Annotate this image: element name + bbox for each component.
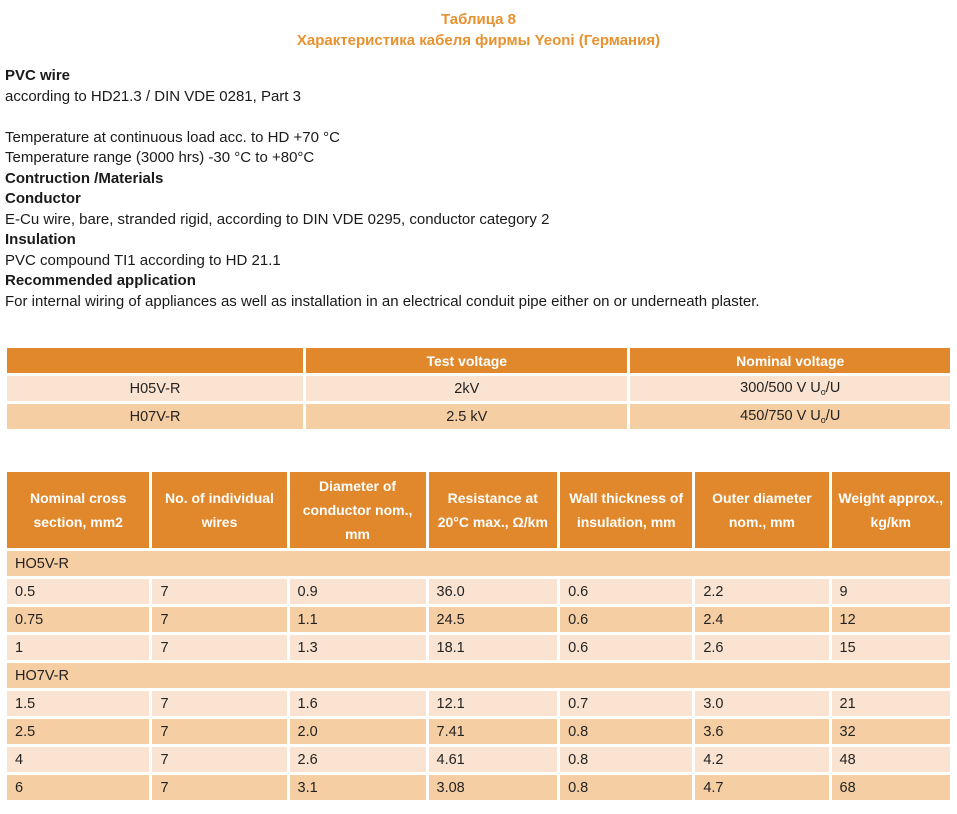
cross-section-cell: 4 <box>7 747 149 772</box>
conductor-heading: Conductor <box>5 190 81 207</box>
header-conductor-diameter: Diameter of conductor nom., mm <box>290 472 426 548</box>
resistance-cell: 7.41 <box>429 719 558 744</box>
nominal-voltage-text: 450/750 V U <box>740 408 821 424</box>
resistance-cell: 36.0 <box>429 579 558 604</box>
diameter-cell: 1.6 <box>290 691 426 716</box>
wall-thickness-cell: 0.7 <box>560 691 692 716</box>
weight-cell: 32 <box>832 719 950 744</box>
diameter-cell: 1.3 <box>290 635 426 660</box>
table-row <box>7 719 950 744</box>
outer-diameter-cell: 3.6 <box>695 719 828 744</box>
table-caption <box>0 0 957 51</box>
wires-cell: 7 <box>152 747 286 772</box>
weight-cell: 68 <box>832 775 950 800</box>
weight-cell: 48 <box>832 747 950 772</box>
wall-thickness-cell: 0.6 <box>560 635 692 660</box>
application-line: For internal wiring of appliances as well as installation in an electrical conduit pipe either on or underneath plaster. <box>5 292 760 310</box>
test-voltage-cell: 2.5 kV <box>306 404 627 429</box>
section-row-ho7vr <box>7 663 950 688</box>
diameter-cell: 3.1 <box>290 775 426 800</box>
table-row <box>7 775 950 800</box>
nominal-voltage-suffix: /U <box>825 408 841 424</box>
outer-diameter-cell: 4.7 <box>695 775 828 800</box>
resistance-cell: 18.1 <box>429 635 558 660</box>
wires-cell: 7 <box>152 635 286 660</box>
spec-text-block <box>0 66 957 312</box>
outer-diameter-cell: 2.2 <box>695 579 828 604</box>
header-outer-diameter: Outer diameter nom., mm <box>695 472 828 548</box>
header-resistance: Resistance at 20°C max., Ω/km <box>429 472 558 548</box>
resistance-cell: 4.61 <box>429 747 558 772</box>
section-name-cell: HO7V-R <box>7 663 950 688</box>
temperature-load-line: Temperature at continuous load acc. to HD +70 °C <box>5 128 340 146</box>
wires-cell: 7 <box>152 691 286 716</box>
weight-cell: 21 <box>832 691 950 716</box>
weight-cell: 15 <box>832 635 950 660</box>
cross-section-cell: 2.5 <box>7 719 149 744</box>
diameter-cell: 0.9 <box>290 579 426 604</box>
wires-cell: 7 <box>152 775 286 800</box>
cross-section-cell: 6 <box>7 775 149 800</box>
table-row <box>7 579 950 604</box>
wires-cell: 7 <box>152 719 286 744</box>
outer-diameter-cell: 2.6 <box>695 635 828 660</box>
insulation-heading: Insulation <box>5 231 76 248</box>
weight-cell: 12 <box>832 607 950 632</box>
table-row <box>7 747 950 772</box>
voltage-header-test: Test voltage <box>306 348 627 373</box>
test-voltage-cell: 2kV <box>306 376 627 401</box>
header-nominal-cross-section: Nominal cross section, mm2 <box>7 472 149 548</box>
header-weight: Weight approx., kg/km <box>832 472 950 548</box>
application-heading: Recommended application <box>5 272 196 289</box>
table-row <box>7 607 950 632</box>
diameter-cell: 1.1 <box>290 607 426 632</box>
wall-thickness-cell: 0.8 <box>560 719 692 744</box>
voltage-header-empty <box>7 348 303 373</box>
wall-thickness-cell: 0.8 <box>560 775 692 800</box>
voltage-table-row <box>7 376 950 401</box>
temperature-range-line: Temperature range (3000 hrs) -30 °C to +80°C <box>5 149 315 166</box>
table-caption-text: Характеристика кабеля фирмы Yeoni (Германия) <box>296 32 661 49</box>
voltage-table <box>4 345 953 432</box>
nominal-voltage-subscript: o <box>820 387 826 397</box>
weight-cell: 9 <box>832 579 950 604</box>
header-individual-wires: No. of individual wires <box>152 472 286 548</box>
blank-line <box>5 107 957 128</box>
construction-heading: Contruction /Materials <box>5 169 164 187</box>
cable-type-cell: H07V-R <box>7 404 303 429</box>
resistance-cell: 3.08 <box>429 775 558 800</box>
header-wall-thickness: Wall thickness of insulation, mm <box>560 472 692 548</box>
section-name-cell: HO5V-R <box>7 551 950 576</box>
cross-section-cell: 1 <box>7 635 149 660</box>
nominal-voltage-text: 300/500 V U <box>740 380 821 396</box>
resistance-cell: 24.5 <box>429 607 558 632</box>
table-row <box>7 635 950 660</box>
table-caption-number: Таблица 8 <box>440 11 517 28</box>
cross-section-cell: 1.5 <box>7 691 149 716</box>
table-row <box>7 691 950 716</box>
cross-section-cell: 0.75 <box>7 607 149 632</box>
voltage-table-row <box>7 404 950 429</box>
outer-diameter-cell: 3.0 <box>695 691 828 716</box>
wall-thickness-cell: 0.6 <box>560 607 692 632</box>
nominal-voltage-suffix: /U <box>825 380 841 396</box>
conductor-line: E-Cu wire, bare, stranded rigid, according to DIN VDE 0295, conductor category 2 <box>5 210 550 228</box>
insulation-line: PVC compound TI1 according to HD 21.1 <box>5 251 281 269</box>
wires-cell: 7 <box>152 579 286 604</box>
outer-diameter-cell: 4.2 <box>695 747 828 772</box>
voltage-header-nominal: Nominal voltage <box>630 348 950 373</box>
standard-line: according to HD21.3 / DIN VDE 0281, Part 3 <box>5 87 301 105</box>
cable-type-cell: H05V-R <box>7 376 303 401</box>
product-name: PVC wire <box>5 67 71 84</box>
nominal-voltage-cell <box>630 376 950 401</box>
wall-thickness-cell: 0.6 <box>560 579 692 604</box>
nominal-voltage-subscript: o <box>820 415 826 425</box>
section-row-ho5vr <box>7 551 950 576</box>
cross-section-cell: 0.5 <box>7 579 149 604</box>
wall-thickness-cell: 0.8 <box>560 747 692 772</box>
resistance-cell: 12.1 <box>429 691 558 716</box>
voltage-table-header-row <box>7 348 950 373</box>
wires-cell: 7 <box>152 607 286 632</box>
nominal-voltage-cell <box>630 404 950 429</box>
outer-diameter-cell: 2.4 <box>695 607 828 632</box>
dimensions-table-header-row <box>7 472 950 548</box>
diameter-cell: 2.0 <box>290 719 426 744</box>
dimensions-table <box>4 469 953 803</box>
diameter-cell: 2.6 <box>290 747 426 772</box>
